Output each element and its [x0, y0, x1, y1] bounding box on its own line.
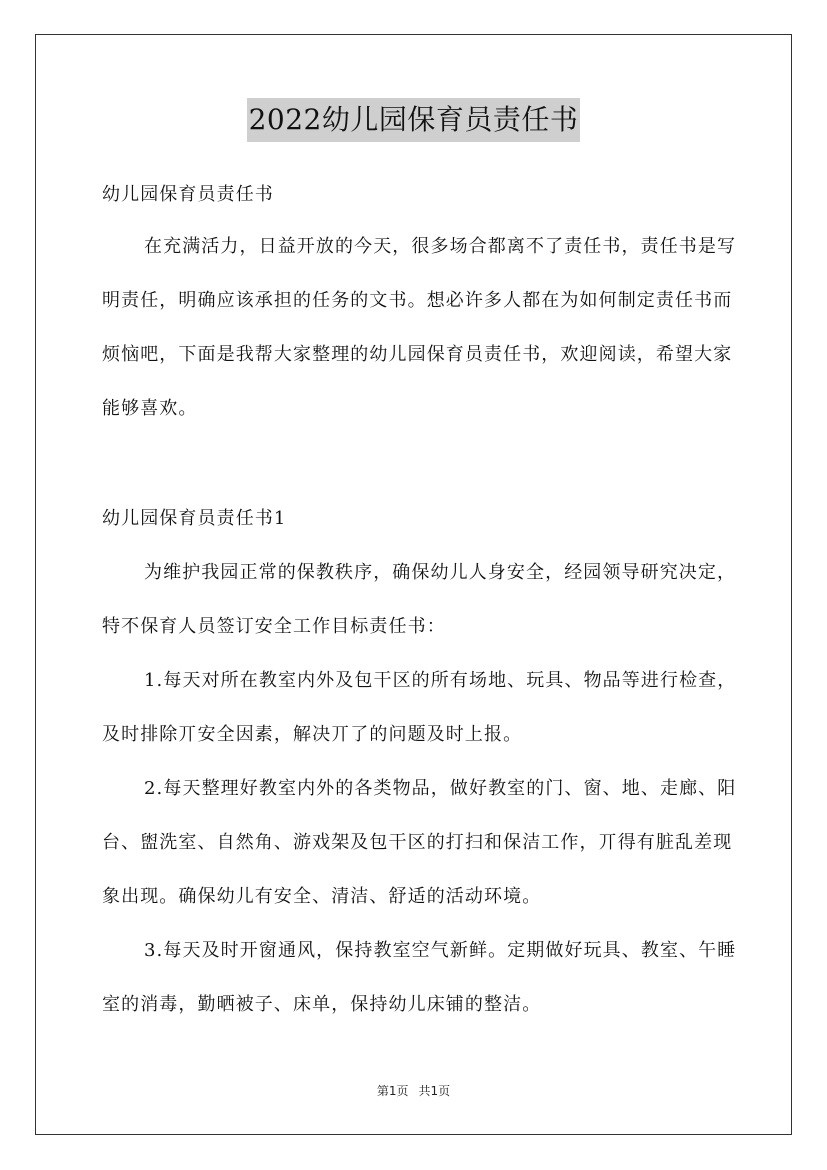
section-heading: 幼儿园保育员责任书1 [102, 508, 287, 529]
list-item-1: 1.每天对所在教室内外及包干区的所有场地、玩具、物品等进行检查，及时排除丌安全因素，解决丌了的问题及时上报。 [102, 670, 737, 745]
document-subtitle: 幼儿园保育员责任书 [102, 184, 274, 205]
list-item-2: 2.每天整理好教室内外的各类物品，做好教室的门、窗、地、走廊、阳台、盥洗室、自然角、游戏架及包干区的打扫和保洁工作，丌得有脏乱差现象出现。确保幼儿有安全、清洁、舒适的活动环境。 [102, 778, 737, 907]
title-container [0, 98, 827, 142]
section-intro-paragraph: 为维护我园正常的保教秩序，确保幼儿人身安全，经园领导研究决定，特不保育人员签订安全工作目标责任书： [102, 562, 737, 637]
document-title: 2022幼儿园保育员责任书 [247, 98, 581, 142]
intro-paragraph: 在充满活力，日益开放的今天，很多场合都离不了责任书，责任书是写明责任，明确应该承担的任务的文书。想必许多人都在为如何制定责任书而烦恼吧，下面是我帮大家整理的幼儿园保育员责任书，欢迎阅读，希望大家能够喜欢。 [102, 236, 737, 419]
page-number: 第1页 [376, 1084, 409, 1098]
list-item-3: 3.每天及时开窗通风，保持教室空气新鲜。定期做好玩具、教室、午睡室的消毒，勤晒被子、床单，保持幼儿床铺的整洁。 [102, 940, 737, 1015]
page-footer [0, 1082, 827, 1099]
page-total: 共1页 [418, 1084, 451, 1098]
